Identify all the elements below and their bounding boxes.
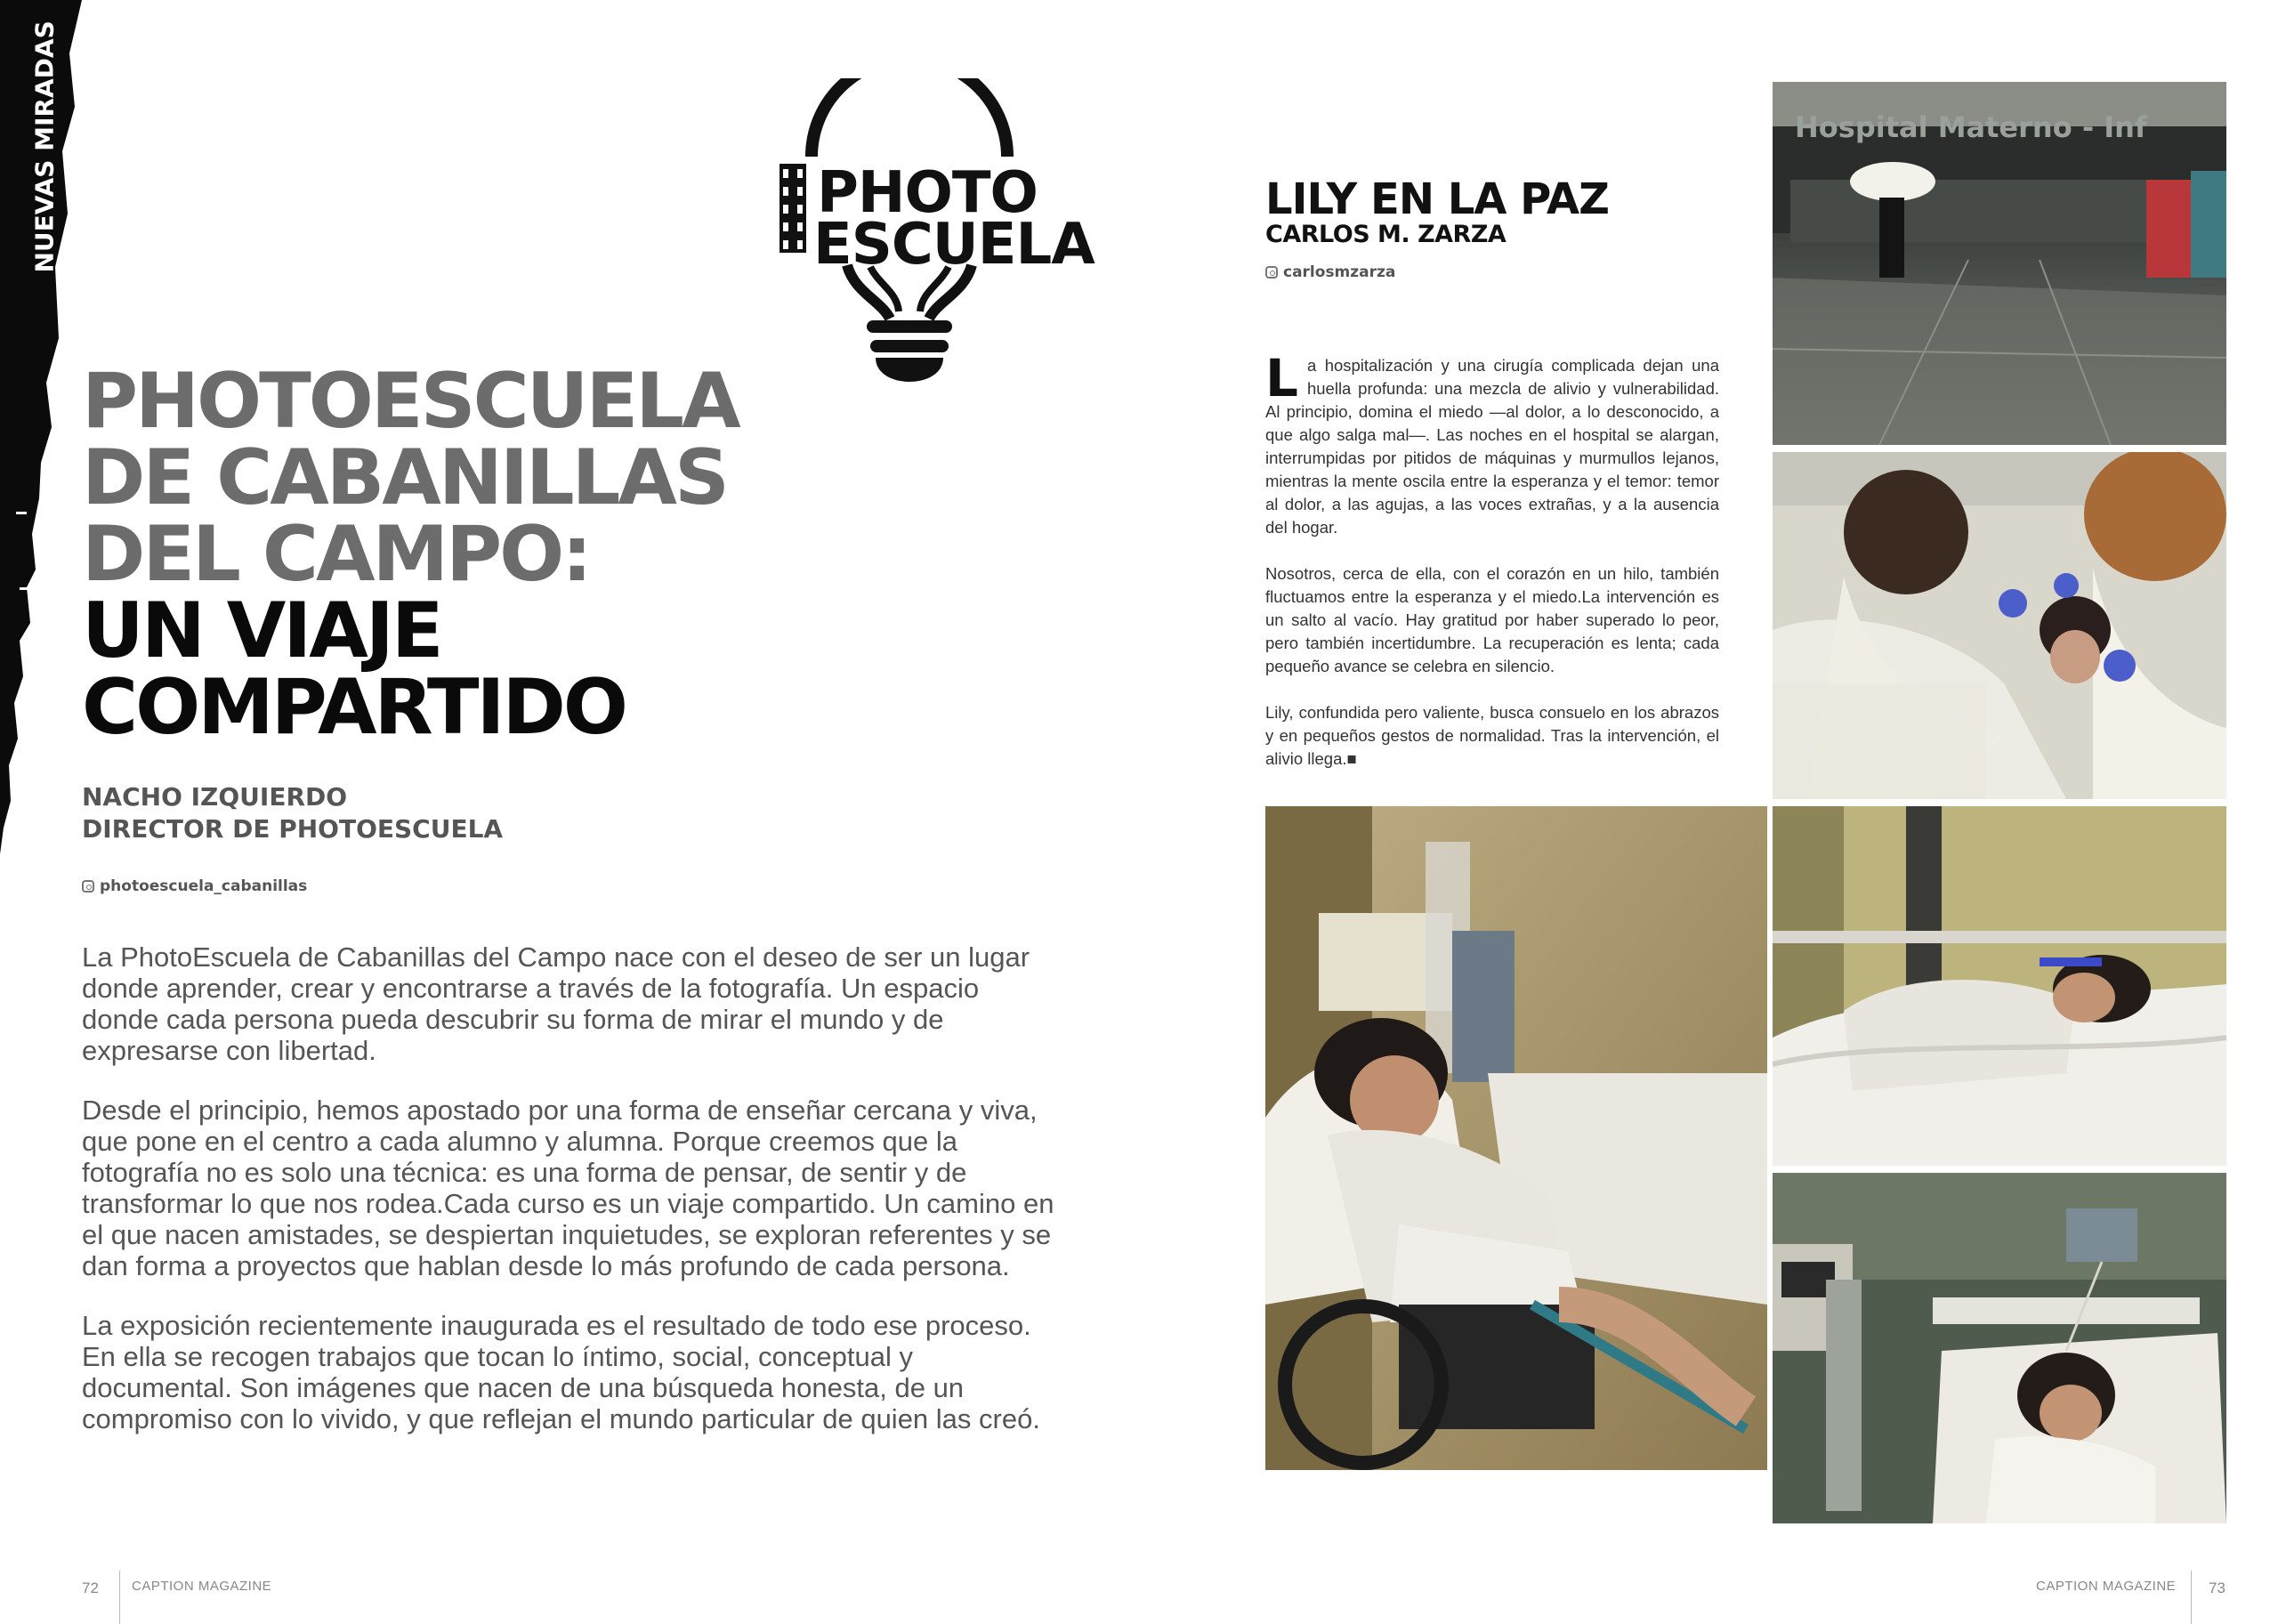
photographer-instagram[interactable] bbox=[1265, 263, 1395, 281]
footer-divider bbox=[2191, 1571, 2192, 1624]
headline-line: UN VIAJE bbox=[82, 586, 441, 675]
photo-nurses-exam bbox=[1773, 452, 2226, 799]
page-number-right: 73 bbox=[2209, 1580, 2225, 1596]
author-block bbox=[82, 781, 503, 845]
photo-hospital-entrance bbox=[1773, 82, 2226, 445]
intro-text bbox=[82, 941, 1061, 1463]
photoescuela-logo bbox=[765, 78, 1095, 399]
instagram-icon bbox=[1265, 266, 1278, 279]
story-paragraph: Nosotros, cerca de ella, con el corazón en un hilo, también fluctuamos entre la esperanza y el miedo.La intervención es un salto al vacío. Hay gratitud por haber superado lo peor, pero también incertidumbre. La recuperación es lenta; cada pequeño avance se celebra en silencio. bbox=[1265, 564, 1719, 675]
headline-line: PHOTOESCUELA bbox=[82, 357, 739, 446]
page-number-left: 72 bbox=[82, 1580, 99, 1596]
story-paragraph: Lily, confundida pero valiente, busca consuelo en los abrazos y en pequeños gestos de normalidad. Tras la intervención, el alivio llega. bbox=[1265, 703, 1719, 768]
author-name: NACHO IZQUIERDO bbox=[82, 782, 348, 812]
photo-girl-in-bed bbox=[1773, 806, 2226, 1166]
end-mark: ■ bbox=[1346, 749, 1357, 768]
photo-girl-wheelchair bbox=[1265, 806, 1767, 1470]
magazine-name-left: CAPTION MAGAZINE bbox=[132, 1579, 272, 1594]
intro-paragraph: La exposición recientemente inaugurada es el resultado de todo ese proceso. En ella se recogen trabajos que tocan lo íntimo, social, conceptual y documental. Son imágenes que nacen de una búsqueda honesta, de un compromiso con lo vivido, y que reflejan el mundo particular de quien las creó. bbox=[82, 1310, 1040, 1434]
headline bbox=[82, 357, 847, 752]
instagram-icon bbox=[82, 880, 94, 893]
instagram-handle-text: carlosmzarza bbox=[1283, 263, 1396, 281]
photo-bed-monitors bbox=[1773, 1173, 2226, 1523]
logo-word-photo: PHOTO bbox=[817, 160, 1038, 226]
instagram-handle[interactable] bbox=[82, 877, 307, 895]
instagram-handle-text: photoescuela_cabanillas bbox=[100, 877, 308, 895]
headline-line: COMPARTIDO bbox=[82, 663, 626, 752]
story-title: LILY EN LA PAZ bbox=[1265, 174, 1609, 224]
story-author: CARLOS M. ZARZA bbox=[1265, 221, 1507, 248]
logo-word-escuela: ESCUELA bbox=[813, 212, 1095, 278]
story-paragraph: a hospitalización y una cirugía complicada dejan una huella profunda: una mezcla de alivio y vulnerabilidad. Al principio, domina el miedo —al dolor, a lo desconocido, a que algo salga mal—. Las noches en el hospital se alargan, interrumpidas por pitidos de máquinas y murmullos lejanos, mientras la mente oscila entre la esperanza y el temor: temor al dolor, a las agujas, a las voces extrañas, y a la ausencia del hogar. bbox=[1265, 356, 1719, 537]
footer-divider bbox=[119, 1571, 120, 1624]
hospital-sign: Hospital Materno - Inf bbox=[1795, 110, 2147, 144]
drop-cap: L bbox=[1265, 348, 1298, 408]
section-tag: NUEVAS MIRADAS bbox=[29, 20, 60, 273]
magazine-name-right: CAPTION MAGAZINE bbox=[2036, 1579, 2177, 1594]
headline-line: DE CABANILLAS bbox=[82, 433, 727, 522]
story-body bbox=[1265, 348, 1719, 794]
intro-paragraph: Desde el principio, hemos apostado por una forma de enseñar cercana y viva, que pone en el centro a cada alumno y alumna. Porque creemos que la fotografía no es solo una técnica: es una forma de pensar, de sentir y de transformar lo que nos rodea.Cada curso es un viaje compartido. Un camino en el que nacen amistades, se despiertan inquietudes, se exploran referentes y se dan forma a proyectos que hablan desde lo más profundo de cada persona. bbox=[82, 1095, 1054, 1281]
author-role: DIRECTOR DE PHOTOESCUELA bbox=[82, 814, 504, 844]
headline-line: DEL CAMPO: bbox=[82, 510, 590, 599]
intro-paragraph: La PhotoEscuela de Cabanillas del Campo nace con el deseo de ser un lugar donde aprender, crear y encontrarse a través de la fotografía. Un espacio donde cada persona pueda descubrir su forma de mirar el mundo y de expresarse con libertad. bbox=[82, 941, 1030, 1066]
